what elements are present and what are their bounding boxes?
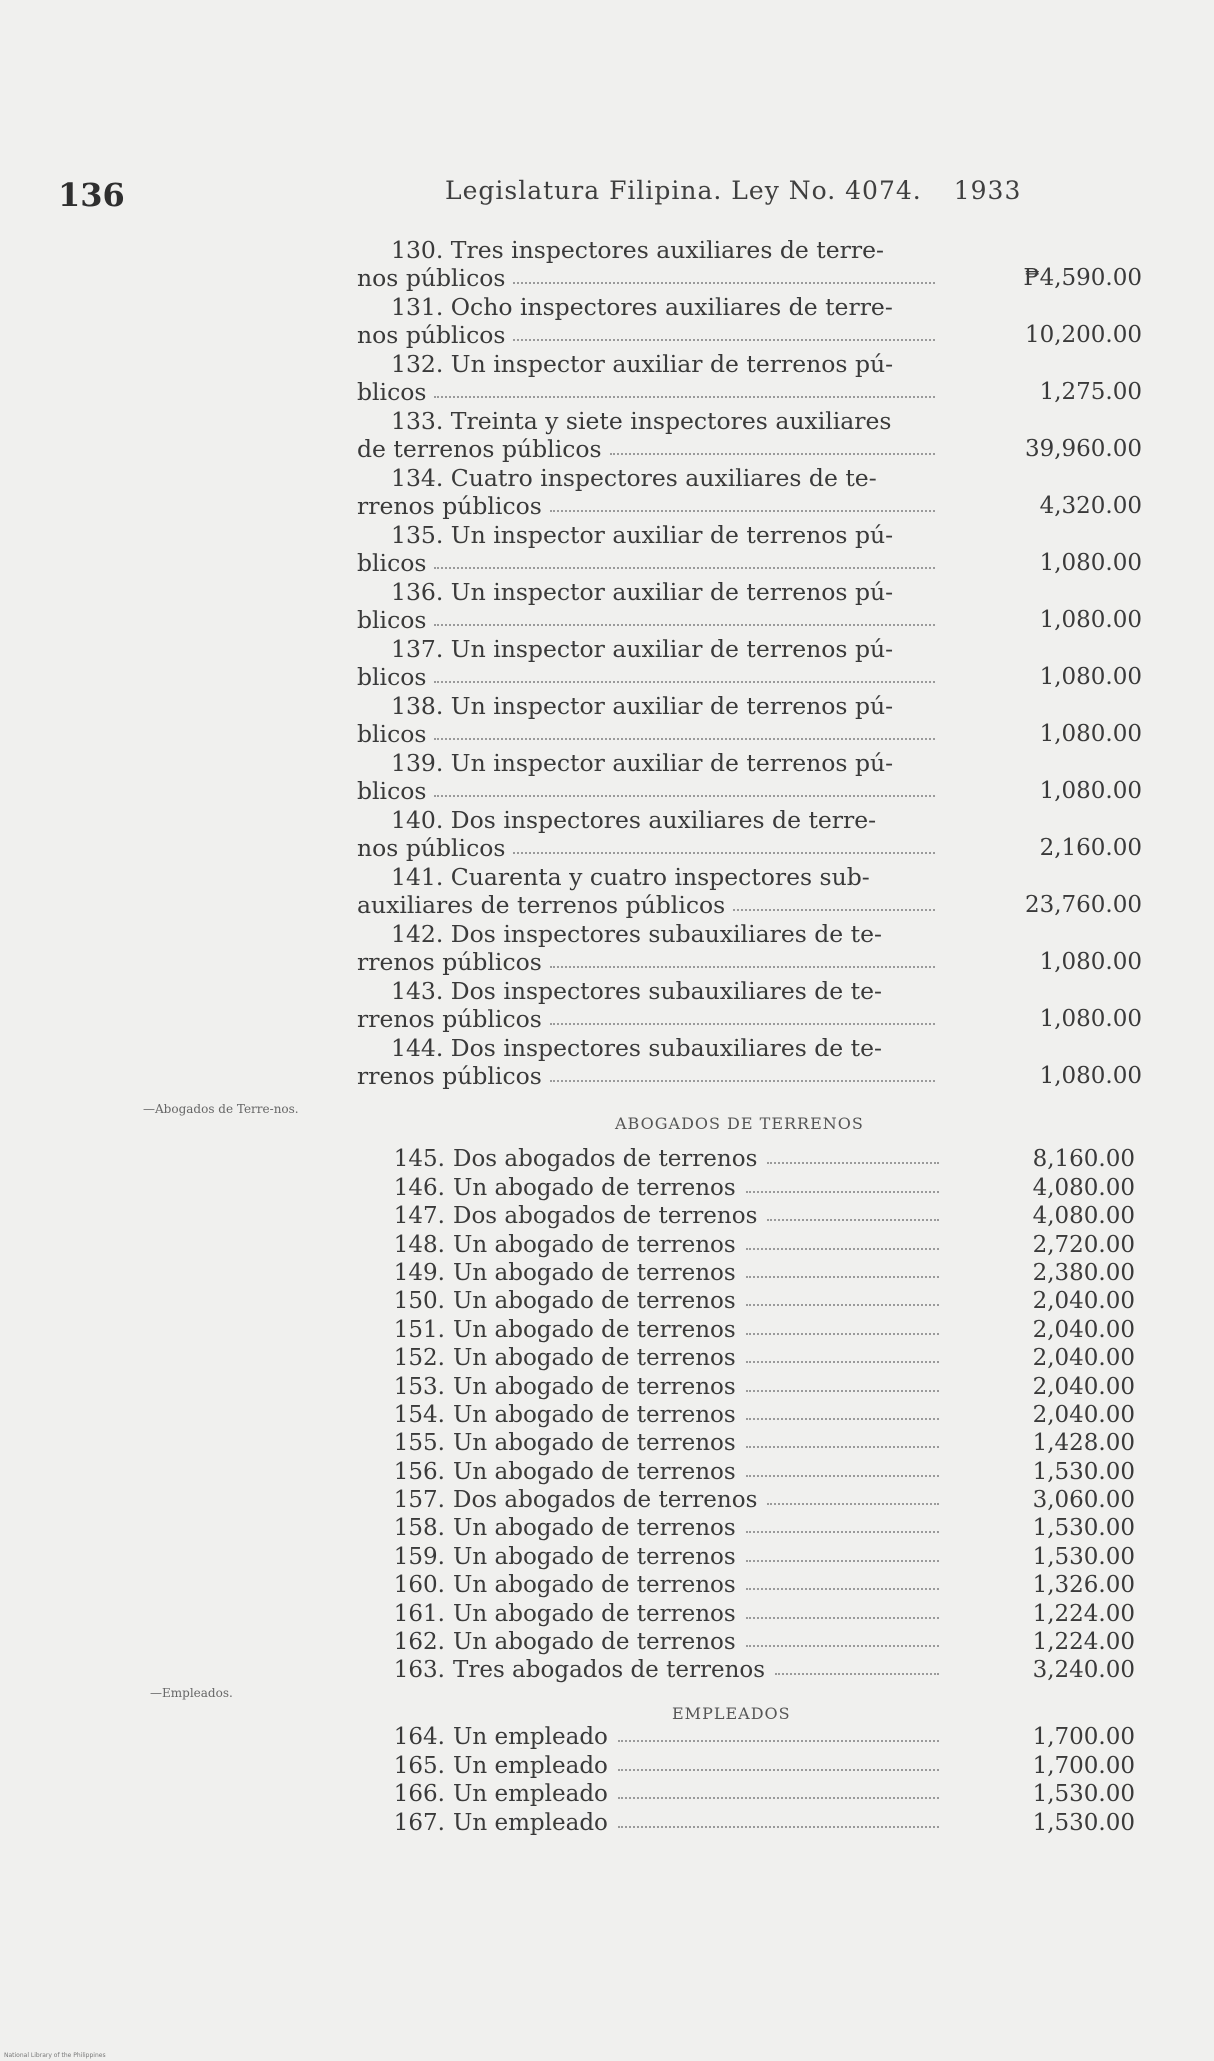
item-amount: 1,530.00: [1032, 1515, 1135, 1542]
item-text: Un abogado de terrenos: [453, 1629, 736, 1656]
dot-leader: [618, 1797, 939, 1799]
item-number: 147.: [393, 1203, 445, 1230]
item-text: Un abogado de terrenos: [453, 1373, 736, 1400]
item-number: 164.: [393, 1724, 445, 1751]
dot-leader: [733, 891, 935, 911]
entry-amount: 10,200.00: [1024, 322, 1142, 348]
entry-text: [357, 464, 939, 520]
item-text: Dos abogados de terrenos: [453, 1146, 758, 1173]
entry-line-1: 131. Ocho inspectores auxiliares de terre-: [391, 293, 893, 321]
entry-line-2-wrap: [357, 435, 939, 463]
item-number: 161.: [393, 1600, 445, 1627]
list-item: [375, 1570, 1135, 1598]
budget-entry: [357, 520, 1142, 577]
item-amount: 2,040.00: [1032, 1373, 1135, 1400]
dot-leader: [550, 492, 935, 512]
entry-line-2: blicos: [357, 549, 427, 577]
entry-text: [357, 407, 939, 463]
item-number: 166.: [393, 1781, 445, 1808]
entry-line-2: nos públicos: [357, 321, 506, 349]
section-title-empleados: EMPLEADOS: [672, 1704, 791, 1723]
entry-line-1: 135. Un inspector auxiliar de terrenos pú-: [391, 521, 894, 549]
item-number: 146.: [393, 1174, 445, 1201]
running-head-title: Legislatura Filipina. Ley No. 4074.: [445, 176, 922, 205]
entry-text: [357, 806, 939, 862]
entry-text: [357, 635, 939, 691]
list-item: [375, 1229, 1135, 1257]
item-text: Un abogado de terrenos: [453, 1259, 736, 1286]
dot-leader: [550, 1062, 935, 1082]
entry-line-2-wrap: [357, 492, 939, 520]
item-amount: 1,530.00: [1032, 1458, 1135, 1485]
entry-line-1: 140. Dos inspectores auxiliares de terre-: [391, 806, 877, 834]
budget-entry: [357, 634, 1142, 691]
list-item: [375, 1172, 1135, 1200]
budget-entry: [357, 577, 1142, 634]
margin-note-empleados: —Empleados.: [150, 1686, 233, 1700]
section-title-abogados: ABOGADOS DE TERRENOS: [615, 1114, 864, 1133]
running-head: [445, 176, 1021, 205]
list-item: [375, 1400, 1135, 1428]
item-text: Un abogado de terrenos: [453, 1174, 736, 1201]
list-item: [375, 1655, 1135, 1683]
entry-amount: 4,320.00: [1039, 493, 1142, 519]
entry-line-1: 137. Un inspector auxiliar de terrenos pú-: [391, 635, 894, 663]
entry-text: [357, 293, 939, 349]
entry-text: [357, 692, 939, 748]
entry-line-1: 142. Dos inspectores subauxiliares de te-: [391, 920, 882, 948]
entry-line-2: blicos: [357, 720, 427, 748]
list-item: [375, 1627, 1135, 1655]
entry-line-1: 132. Un inspector auxiliar de terrenos pú-: [391, 350, 894, 378]
item-number: 148.: [393, 1231, 445, 1258]
budget-entry: [357, 691, 1142, 748]
dot-leader: [746, 1531, 939, 1533]
list-item: [375, 1286, 1135, 1314]
dot-leader: [434, 378, 935, 398]
item-text: Un abogado de terrenos: [453, 1401, 736, 1428]
entry-amount: 39,960.00: [1024, 436, 1142, 462]
entry-line-2-wrap: [357, 321, 939, 349]
item-number: 149.: [393, 1259, 445, 1286]
dot-leader: [767, 1503, 939, 1505]
dot-leader: [746, 1191, 939, 1193]
budget-entry: [357, 292, 1142, 349]
item-number: 151.: [393, 1316, 445, 1343]
item-number: 159.: [393, 1543, 445, 1570]
budget-entry: [357, 919, 1142, 976]
item-amount: 2,720.00: [1032, 1231, 1135, 1258]
dot-leader: [550, 1005, 935, 1025]
entry-amount: 1,275.00: [1039, 379, 1142, 405]
item-text: Un abogado de terrenos: [453, 1515, 736, 1542]
entry-amount: 1,080.00: [1039, 1063, 1142, 1089]
dot-leader: [746, 1588, 939, 1590]
entry-line-2: blicos: [357, 663, 427, 691]
dot-leader: [746, 1333, 939, 1335]
item-number: 145.: [393, 1146, 445, 1173]
dot-leader: [434, 777, 935, 797]
entry-line-2: rrenos públicos: [357, 1062, 542, 1090]
item-text: Tres abogados de terrenos: [453, 1657, 766, 1684]
item-number: 165.: [393, 1752, 445, 1779]
budget-entry: [357, 349, 1142, 406]
item-text: Un abogado de terrenos: [453, 1231, 736, 1258]
budget-entry: [357, 805, 1142, 862]
entry-amount: 1,080.00: [1039, 721, 1142, 747]
list-item: [375, 1258, 1135, 1286]
item-amount: 4,080.00: [1032, 1174, 1135, 1201]
empleados-list: [375, 1722, 1135, 1836]
entry-line-1: 136. Un inspector auxiliar de terrenos pú-: [391, 578, 894, 606]
entry-line-2-wrap: [357, 891, 939, 919]
entry-line-2: rrenos públicos: [357, 948, 542, 976]
dot-leader: [434, 606, 935, 626]
budget-entry: [357, 862, 1142, 919]
entry-line-1: 141. Cuarenta y cuatro inspectores sub-: [391, 863, 870, 891]
entry-line-2: rrenos públicos: [357, 1005, 542, 1033]
item-text: Un abogado de terrenos: [453, 1430, 736, 1457]
entry-amount: 23,760.00: [1024, 892, 1142, 918]
list-item: [375, 1722, 1135, 1750]
entry-line-2-wrap: [357, 606, 939, 634]
dot-leader: [610, 435, 935, 455]
entry-text: [357, 521, 939, 577]
budget-entry: [357, 1033, 1142, 1090]
budget-entry: [357, 406, 1142, 463]
dot-leader: [767, 1162, 939, 1164]
dot-leader: [513, 321, 935, 341]
list-item: [375, 1779, 1135, 1807]
entry-line-1: 133. Treinta y siete inspectores auxiliares: [391, 407, 892, 435]
entry-text: [357, 749, 939, 805]
entry-line-2-wrap: [357, 1062, 939, 1090]
item-number: 155.: [393, 1430, 445, 1457]
item-text: Un abogado de terrenos: [453, 1543, 736, 1570]
item-text: Un empleado: [453, 1752, 608, 1779]
entry-amount: 2,160.00: [1039, 835, 1142, 861]
item-amount: 2,040.00: [1032, 1401, 1135, 1428]
list-item: [375, 1598, 1135, 1626]
item-amount: 3,240.00: [1032, 1657, 1135, 1684]
item-text: Un abogado de terrenos: [453, 1288, 736, 1315]
entry-line-2-wrap: [357, 264, 939, 292]
list-item: [375, 1485, 1135, 1513]
budget-entry: [357, 748, 1142, 805]
list-item: [375, 1144, 1135, 1172]
running-head-year: 1933: [953, 176, 1022, 205]
entry-line-2-wrap: [357, 549, 939, 577]
item-text: Un abogado de terrenos: [453, 1345, 736, 1372]
dot-leader: [513, 264, 935, 284]
dot-leader: [434, 720, 935, 740]
entry-amount: 1,080.00: [1039, 778, 1142, 804]
dot-leader: [746, 1418, 939, 1420]
item-amount: 1,326.00: [1032, 1572, 1135, 1599]
dot-leader: [746, 1248, 939, 1250]
dot-leader: [618, 1769, 939, 1771]
dot-leader: [746, 1276, 939, 1278]
item-text: Dos abogados de terrenos: [453, 1487, 758, 1514]
item-text: Un empleado: [453, 1724, 608, 1751]
entry-line-1: 134. Cuatro inspectores auxiliares de te-: [391, 464, 877, 492]
entry-line-1: 130. Tres inspectores auxiliares de terre-: [391, 236, 884, 264]
list-item: [375, 1541, 1135, 1569]
item-amount: 1,428.00: [1032, 1430, 1135, 1457]
dot-leader: [618, 1826, 939, 1828]
dot-leader: [746, 1390, 939, 1392]
item-number: 152.: [393, 1345, 445, 1372]
item-amount: 8,160.00: [1032, 1146, 1135, 1173]
entry-amount: 1,080.00: [1039, 607, 1142, 633]
entry-line-2: rrenos públicos: [357, 492, 542, 520]
item-text: Un empleado: [453, 1781, 608, 1808]
dot-leader: [434, 549, 935, 569]
dot-leader: [550, 948, 935, 968]
item-amount: 1,530.00: [1032, 1809, 1135, 1836]
abogados-list: [375, 1144, 1135, 1683]
dot-leader: [746, 1475, 939, 1477]
item-text: Un empleado: [453, 1809, 608, 1836]
list-item: [375, 1428, 1135, 1456]
item-number: 158.: [393, 1515, 445, 1542]
item-number: 156.: [393, 1458, 445, 1485]
item-amount: 1,224.00: [1032, 1629, 1135, 1656]
list-item: [375, 1343, 1135, 1371]
entry-line-1: 143. Dos inspectores subauxiliares de te-: [391, 977, 882, 1005]
entry-amount: 1,080.00: [1039, 550, 1142, 576]
footer-credit: National Library of the Philippines: [4, 2052, 106, 2059]
dot-leader: [775, 1673, 939, 1675]
item-amount: 2,040.00: [1032, 1345, 1135, 1372]
page-number: 136: [58, 176, 125, 214]
list-item: [375, 1807, 1135, 1835]
item-number: 157.: [393, 1487, 445, 1514]
budget-entry: [357, 235, 1142, 292]
entry-line-2: de terrenos públicos: [357, 435, 602, 463]
item-amount: 4,080.00: [1032, 1203, 1135, 1230]
item-text: Un abogado de terrenos: [453, 1316, 736, 1343]
entry-line-2-wrap: [357, 663, 939, 691]
dot-leader: [513, 834, 935, 854]
dot-leader: [746, 1361, 939, 1363]
entry-line-2: blicos: [357, 606, 427, 634]
budget-entry: [357, 976, 1142, 1033]
entry-line-1: 139. Un inspector auxiliar de terrenos pú-: [391, 749, 894, 777]
entry-text: [357, 236, 939, 292]
item-amount: 1,700.00: [1032, 1752, 1135, 1779]
entry-line-1: 144. Dos inspectores subauxiliares de te-: [391, 1034, 882, 1062]
entry-line-2-wrap: [357, 777, 939, 805]
item-text: Un abogado de terrenos: [453, 1600, 736, 1627]
item-amount: 1,700.00: [1032, 1724, 1135, 1751]
dot-leader: [746, 1304, 939, 1306]
dot-leader: [746, 1645, 939, 1647]
entry-line-2: nos públicos: [357, 834, 506, 862]
dot-leader: [746, 1617, 939, 1619]
entry-text: [357, 350, 939, 406]
list-item: [375, 1314, 1135, 1342]
budget-entry: [357, 463, 1142, 520]
list-item: [375, 1456, 1135, 1484]
item-amount: 2,040.00: [1032, 1316, 1135, 1343]
item-number: 153.: [393, 1373, 445, 1400]
list-item: [375, 1371, 1135, 1399]
item-number: 163.: [393, 1657, 445, 1684]
list-item: [375, 1513, 1135, 1541]
entry-line-2: blicos: [357, 378, 427, 406]
entry-text: [357, 920, 939, 976]
item-number: 154.: [393, 1401, 445, 1428]
entry-line-2-wrap: [357, 1005, 939, 1033]
item-amount: 3,060.00: [1032, 1487, 1135, 1514]
item-text: Un abogado de terrenos: [453, 1458, 736, 1485]
dot-leader: [618, 1740, 939, 1742]
item-number: 150.: [393, 1288, 445, 1315]
item-amount: 2,040.00: [1032, 1288, 1135, 1315]
item-amount: 1,530.00: [1032, 1781, 1135, 1808]
item-number: 160.: [393, 1572, 445, 1599]
entry-amount: 1,080.00: [1039, 664, 1142, 690]
entry-text: [357, 977, 939, 1033]
list-item: [375, 1201, 1135, 1229]
inspector-entries: [357, 235, 1142, 1090]
item-text: Dos abogados de terrenos: [453, 1203, 758, 1230]
entry-line-2: auxiliares de terrenos públicos: [357, 891, 726, 919]
entry-amount: 1,080.00: [1039, 1006, 1142, 1032]
item-number: 167.: [393, 1809, 445, 1836]
list-item: [375, 1750, 1135, 1778]
dot-leader: [746, 1446, 939, 1448]
entry-text: [357, 578, 939, 634]
entry-line-1: 138. Un inspector auxiliar de terrenos pú-: [391, 692, 894, 720]
entry-line-2-wrap: [357, 378, 939, 406]
item-amount: 1,224.00: [1032, 1600, 1135, 1627]
entry-line-2: blicos: [357, 777, 427, 805]
entry-line-2-wrap: [357, 948, 939, 976]
entry-line-2: nos públicos: [357, 264, 506, 292]
margin-note-abogados: —Abogados de Terre-nos.: [143, 1102, 299, 1116]
item-number: 162.: [393, 1629, 445, 1656]
item-text: Un abogado de terrenos: [453, 1572, 736, 1599]
entry-text: [357, 863, 939, 919]
dot-leader: [767, 1219, 939, 1221]
item-amount: 1,530.00: [1032, 1543, 1135, 1570]
item-amount: 2,380.00: [1032, 1259, 1135, 1286]
dot-leader: [746, 1560, 939, 1562]
entry-amount: ₱4,590.00: [1023, 265, 1142, 291]
entry-line-2-wrap: [357, 720, 939, 748]
entry-amount: 1,080.00: [1039, 949, 1142, 975]
dot-leader: [434, 663, 935, 683]
entry-text: [357, 1034, 939, 1090]
entry-line-2-wrap: [357, 834, 939, 862]
